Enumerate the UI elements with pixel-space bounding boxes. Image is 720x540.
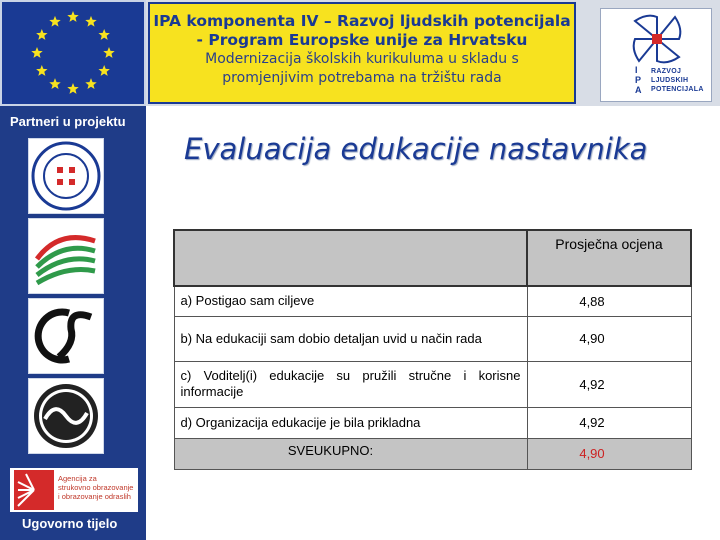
question-cell: b) Na edukaciji sam dobio detaljan uvid u način rada (174, 316, 527, 361)
star-icon (98, 29, 109, 40)
school-seal-logo (28, 138, 104, 214)
star-icon (85, 78, 96, 89)
question-cell: a) Postigao sam ciljeve (174, 286, 527, 316)
question-cell: d) Organizacija edukacije je bila prikladna (174, 407, 527, 438)
star-icon (103, 47, 114, 58)
score-header: Prosječna ocjena (527, 230, 691, 286)
score-cell: 4,92 (527, 361, 691, 407)
sidebar-footer: Ugovorno tijelo (22, 516, 118, 531)
star-icon (36, 65, 47, 76)
pinwheel-icon (601, 9, 713, 65)
eu-flag-logo (0, 0, 146, 106)
page-title: Evaluacija edukacije nastavnika (184, 132, 648, 166)
star-icon (49, 16, 60, 27)
agency-text: Agencija za strukovno obrazovanje i obrazovanje odraslih (58, 474, 134, 501)
total-label: SVEUKUPNO: (174, 438, 527, 469)
table-row (174, 286, 691, 316)
table-row (174, 407, 691, 438)
program-subtitle-line1: Modernizacija školskih kurikuluma u skladu s (205, 51, 519, 67)
sine-wave-logo (28, 378, 104, 454)
program-banner (148, 2, 576, 104)
cs-logo (28, 298, 104, 374)
agency-logo (10, 468, 138, 512)
question-cell: c) Voditelj(i) edukacije su pružili stručne i korisne informacije (174, 361, 527, 407)
program-title-line2: - Program Europske unije za Hrvatsku (196, 31, 528, 49)
table-header-row (174, 230, 691, 286)
score-cell: 4,88 (527, 286, 691, 316)
green-red-wave-logo (28, 218, 104, 294)
star-icon (98, 65, 109, 76)
table-row (174, 316, 691, 361)
star-icon (31, 47, 42, 58)
sidebar-title: Partneri u projektu (10, 114, 126, 129)
score-cell: 4,92 (527, 407, 691, 438)
question-header-cell (174, 230, 527, 286)
sidebar (0, 106, 146, 540)
total-row (174, 438, 691, 469)
star-icon (67, 83, 78, 94)
program-title-line1: IPA komponenta IV – Razvoj ljudskih potencijala (153, 12, 571, 30)
program-subtitle-line2: promjenjivim potrebama na tržištu rada (222, 70, 502, 86)
ipa-logo (600, 8, 712, 102)
star-icon (85, 16, 96, 27)
star-icon (49, 78, 60, 89)
total-value: 4,90 (527, 438, 691, 469)
evaluation-table (173, 229, 692, 470)
score-cell: 4,90 (527, 316, 691, 361)
eu-stars-icon (2, 2, 144, 104)
ipa-words: RAZVOJ LJUDSKIH POTENCIJALA (651, 68, 704, 93)
ipa-letters: I P A (635, 65, 642, 95)
star-icon (36, 29, 47, 40)
star-icon (67, 11, 78, 22)
table-row (174, 361, 691, 407)
